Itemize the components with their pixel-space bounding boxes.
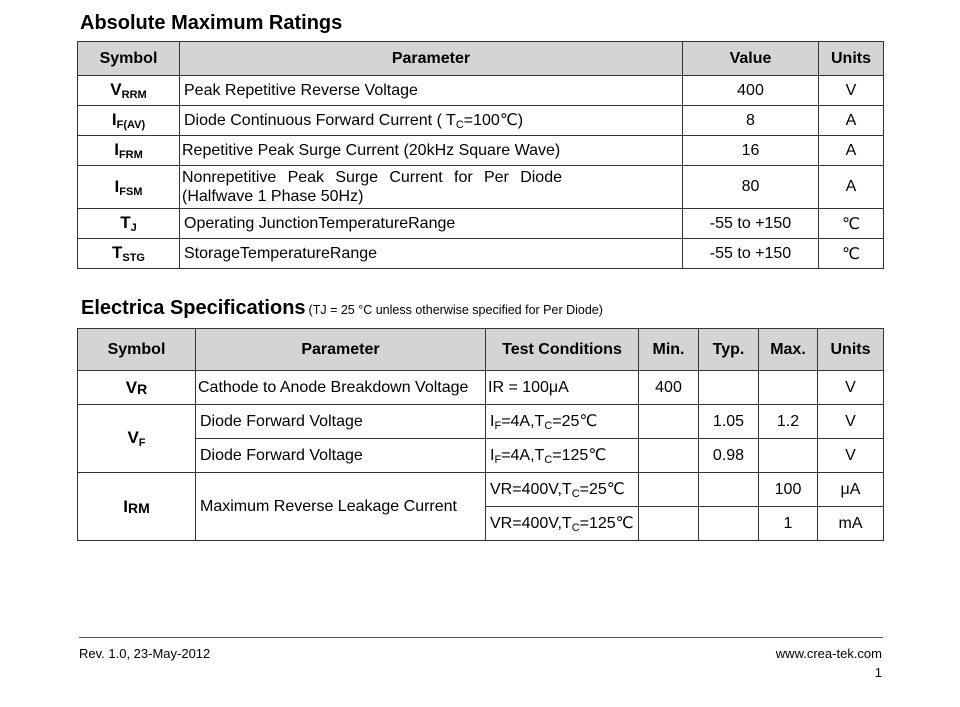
max-cell: 100 <box>759 473 818 507</box>
symbol-cell: $I_{F(AV)}$ <box>78 106 180 136</box>
symbol-cell: $T_J$ <box>78 209 180 239</box>
symbol-cell: $V_{RRM}$ <box>78 76 180 106</box>
condition-cell: VR=400V,TC=25℃ <box>486 473 639 507</box>
min-cell <box>639 405 699 439</box>
parameter-cell: Repetitive Peak Surge Current (20kHz Square Wave) <box>180 136 683 166</box>
col-header-parameter: Parameter <box>196 329 486 371</box>
min-cell <box>639 473 699 507</box>
table-header-row <box>78 42 884 76</box>
col-header-conditions: Test Conditions <box>486 329 639 371</box>
condition-cell: IF=4A,TC=25℃ <box>486 405 639 439</box>
unit-cell: A <box>819 106 884 136</box>
value-cell: 80 <box>683 166 819 209</box>
table-row <box>78 371 884 405</box>
typ-cell: 0.98 <box>699 439 759 473</box>
max-cell: 1 <box>759 507 818 541</box>
page-number: 1 <box>874 665 882 680</box>
symbol-cell: $V_F$ <box>78 405 196 473</box>
abs-max-table <box>77 41 884 269</box>
section-heading: Electrica Specifications <box>81 297 306 319</box>
parameter-cell: Peak Repetitive Reverse Voltage <box>180 76 683 106</box>
max-cell <box>759 371 818 405</box>
parameter-cell: Diode Forward Voltage <box>196 439 486 473</box>
electrical-specs-table <box>77 328 884 541</box>
condition-cell: VR=400V,TC=125℃ <box>486 507 639 541</box>
table-row <box>78 106 884 136</box>
condition-cell: IF=4A,TC=125℃ <box>486 439 639 473</box>
parameter-cell: Operating JunctionTemperatureRange <box>180 209 683 239</box>
symbol-cell: IRM <box>78 473 196 541</box>
col-header-symbol: Symbol <box>78 42 180 76</box>
footer-divider <box>79 637 883 638</box>
unit-cell: V <box>818 405 884 439</box>
value-cell: 8 <box>683 106 819 136</box>
value-cell: 16 <box>683 136 819 166</box>
website-link[interactable]: www.crea-tek.com <box>775 646 882 661</box>
table-row <box>78 209 884 239</box>
abs-max-title: Absolute Maximum Ratings <box>80 12 343 34</box>
parameter-cell: StorageTemperatureRange <box>180 239 683 269</box>
symbol-cell: $I_{FSM}$ <box>78 166 180 209</box>
condition-cell: IR = 100μA <box>486 371 639 405</box>
col-header-min: Min. <box>639 329 699 371</box>
col-header-units: Units <box>818 329 884 371</box>
symbol-cell: $I_{FRM}$ <box>78 136 180 166</box>
typ-cell <box>699 507 759 541</box>
min-cell: 400 <box>639 371 699 405</box>
col-header-symbol: Symbol <box>78 329 196 371</box>
parameter-cell: Diode Continuous Forward Current ( TC=100℃) <box>180 106 683 136</box>
col-header-typ: Typ. <box>699 329 759 371</box>
revision-date: Rev. 1.0, 23-May-2012 <box>79 646 211 661</box>
typ-cell <box>699 473 759 507</box>
unit-cell: A <box>819 166 884 209</box>
min-cell <box>639 439 699 473</box>
parameter-cell: Nonrepetitive Peak Surge Current for Per Diode (Halfwave 1 Phase 50Hz) <box>180 166 683 209</box>
unit-cell: mA <box>818 507 884 541</box>
col-header-parameter: Parameter <box>180 42 683 76</box>
max-cell <box>759 439 818 473</box>
unit-cell: V <box>818 439 884 473</box>
conditions-note: (TJ = 25 °C unless otherwise specified for Per Diode) <box>308 303 603 317</box>
col-header-value: Value <box>683 42 819 76</box>
parameter-cell: Diode Forward Voltage <box>196 405 486 439</box>
symbol-cell: VR <box>78 371 196 405</box>
parameter-cell: Maximum Reverse Leakage Current <box>196 473 486 541</box>
typ-cell: 1.05 <box>699 405 759 439</box>
typ-cell <box>699 371 759 405</box>
table-header-row <box>78 329 884 371</box>
parameter-cell: Cathode to Anode Breakdown Voltage <box>196 371 486 405</box>
table-row <box>78 239 884 269</box>
max-cell: 1.2 <box>759 405 818 439</box>
unit-cell: V <box>818 371 884 405</box>
min-cell <box>639 507 699 541</box>
table-row <box>78 166 884 209</box>
table-row <box>78 405 884 439</box>
unit-cell: ℃ <box>819 209 884 239</box>
unit-cell: μA <box>818 473 884 507</box>
table-row <box>78 473 884 507</box>
table-row <box>78 136 884 166</box>
unit-cell: ℃ <box>819 239 884 269</box>
col-header-units: Units <box>819 42 884 76</box>
value-cell: 400 <box>683 76 819 106</box>
unit-cell: V <box>819 76 884 106</box>
electrical-specs-title <box>81 297 603 320</box>
unit-cell: A <box>819 136 884 166</box>
symbol-cell: $T_{STG}$ <box>78 239 180 269</box>
value-cell: -55 to +150 <box>683 209 819 239</box>
value-cell: -55 to +150 <box>683 239 819 269</box>
table-row <box>78 76 884 106</box>
col-header-max: Max. <box>759 329 818 371</box>
table-row <box>78 439 884 473</box>
